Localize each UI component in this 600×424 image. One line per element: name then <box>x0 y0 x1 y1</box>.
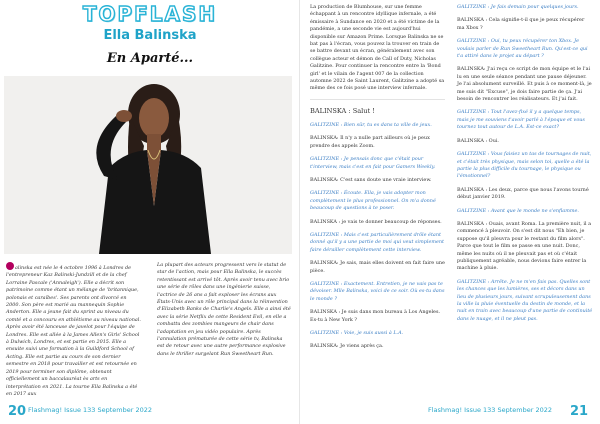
interview-question: GALITZINE : Arrête. Je ne m'en fais pas. Quelles sont les chances que les lumières, ses et décors dans un lieu de plusieurs jours, suivant scrupuleusement dans la ville la pluie éventuelle du destin de monde, et la nuit en train avec beaucoup d'une partie de continuité dans le nuage, et il ne pleut pas. <box>457 278 593 322</box>
interview-answer: BALINSKA : Les deux, parce que nous l'avons tourné début janvier 2019. <box>457 186 589 201</box>
footer-left: Flashmag! Issue 133 September 2022 <box>28 406 153 414</box>
interview-question: GALITZINE : Je pensais donc que c'était pour t'interview, mais c'est en fait pour Gamers Weekly. <box>310 156 436 170</box>
interview-question: GALITZINE : Je fais demain pour quelques jours. <box>457 4 579 10</box>
interview-question: GALITZINE : Écoute. Ella, je vais adopter mon complètement le plus professionnel. On m'a donné beaucoup de questions à te poser. <box>310 190 436 212</box>
section-divider <box>310 99 445 100</box>
interview-question: GALITZINE : Vous faisiez un tas de tournages de nuit, et c'était très physique, mais selon toi, quelle a été la partie la plus difficile du tournage, le physique ou l'émotionnel? <box>457 151 592 180</box>
interview-answer: BALINSKA : Je suis dans mon bureau à Los Angeles. Es-tu à New York ? <box>310 309 441 323</box>
interview-answer: BALINSKA: C'est sans doute une vraie interview. <box>310 176 432 183</box>
feature-name: Ella Balinska <box>103 28 197 43</box>
interview-answer: BALINSKA : Salut ! <box>310 106 375 115</box>
interview-question: GALITZINE : Avant que le monde ne s'enflamme. <box>457 207 579 214</box>
interview-answer: BALINSKA : Cela signifie-t-il que je peux récupérer ma Xbox ? <box>457 17 585 31</box>
dropcap-icon <box>6 262 14 270</box>
right-page <box>300 0 600 424</box>
interview-answer: BALINSKA: Je sais, mais elles doivent en fait faire une pièce. <box>310 260 445 274</box>
interview-question: GALITZINE : Tout l'avez-fixé il y a quelque temps, mais je me souviens t'avoir parlé à l'époque et vous tournez tout autour de L.A. Est-ce exact? <box>457 109 585 131</box>
interview-column-1 <box>310 4 445 357</box>
interview-answer: BALINSKA: Il n'y a nulle part ailleurs où je peux prendre des appels Zoom. <box>310 135 430 149</box>
intro-text: alinska est née le 4 octobre 1996 à Londres de l'entrepreneur Kaz Balinski-Jundzill et de la chef Lorraine Pascale ('Annaleigh'). Elle a décrit son patrimoine comme étant un mélange de 'britannique, polonais et caraïbes'. Ses parents ont divorcé en 2000. Son père est marié au mannequin Sophie Anderton. Elle a jeune fait du sprint au niveau du comté et a concouru en athlétisme au niveau national. Après avoir été lanceuse de javelot pour l'équipe de Londres. Elle est allée à la James Allen's Girls' School à Dulwich, Londres, et est partie en 2015. Elle a ensuite suivi une formation à la Guildford School of Acting. Elle est partie au cours de son dernier semestre en 2018 pour travailler et est retournée en 2019 pour terminer son diplôme, obtenant officiellement un baccalauréat ès arts en interprétation en 2021. La tourne Ella Balinska a été en 2017 aux <box>6 265 141 397</box>
feature-subtitle: En Aparté... <box>106 51 194 66</box>
interview-answer: BALINSKA: Je viens après ça. <box>310 343 384 350</box>
intro-text-2: La plupart des acteurs progressent vers le statut de star de l'action, mais pour Ella Balinska, le succès retentissant est arrivé tôt. Après avoir tenu avec brio une série de rôles dans une ingénierie suisse, l'actrice de 26 ans a fait exploser les écrans aux États-Unis avec un rôle principal dans la réinvention d'Elizabeth Banks de Charlie's Angels. Elle a ainsi été avec la série Netflix de cette Resident Evil, en elle a combattu des zombies mangeurs de chair dans l'adaptation en jeu vidéo populaire. Après l'annulation prématurée de cette série tv, Balinska est de retour avec une autre performance explosive dans le thriller surgelant Run Sweetheart Run. <box>157 262 291 357</box>
interview-question: GALITZINE : Mais c'est particulièrement drôle étant donné qu'il y a une partie de moi qui veut simplement faire dérailler complètement cette interview. <box>310 231 444 253</box>
intro-column-2 <box>157 262 291 364</box>
interview-question: GALITZINE : Voie, je suis aussi à L.A. <box>310 330 404 336</box>
interview-question: GALITZINE : Exactement. Entretien, je ne vais pas te dévoiser. Mlle Balinska, voici de ce soir. Où es-tu dans le monde ? <box>310 280 445 302</box>
interview-answer: BALINSKA : je vais te donner beaucoup de réponses. <box>310 218 442 225</box>
page-number-right: 21 <box>570 404 589 419</box>
interview-question: GALITZINE : Oui, tu peux récupérer ton Xbox. Je voulais parler de Run Sweetheart Run. Qu'est-ce qui t'a attiré dans le projet au départ ? <box>457 38 588 60</box>
page-number-left: 20 <box>8 404 27 419</box>
interview-answer: La production de Blumhouse, sur une femme échappant à un rencontre idyllique infernale, a été émissaire à Sundance en 2020 et a été victime de la pandémie, a une seconde vie est aujourd'hui disponible sur Amazon Prime. Lorsque Balinska ne se bat pas à l'écran, vous pouvez la trouver en train de se battre devant un écran, généralement avec son collègue acteur et démon de Call of Duty, Nicholas Galitzine. Pour continuer la rencontre entre la 'Bond girl' et le vilain de l'agent 007 de la collection automne 2022 de Saint Laurent, Galitzine a adopté sa même des ce fois posé une interview infernale. <box>310 4 445 92</box>
interview-answer: BALINSKA : Ouais, avant Roma. La première nuit, il a commencé à pleuvoir. On s'est dit nous "Eh bien, je suppose qu'il pleuvra pour le restant du film alors". Parce que tout le film se passe en une nuit. Donc, même les nuits où il ne pleuvait pas et où c'était publiquement agréable, nous devions faire entrer la machine à pluie. <box>457 220 591 272</box>
cover-photo <box>4 76 292 254</box>
interview-answer: BALINSKA : Oui. <box>457 137 499 144</box>
interview-question: GALITZINE : Bien sûr, tu es dans ta ville de jeux. <box>310 121 432 128</box>
interview-answer: BALINSKA: J'ai reçu ce script de mon équipe et le l'ai lu en une seule séance pendant une pause déjeuner. Je l'ai absolument surveillé. Et puis à ce moment-là, je me suis dit "Excuse", je dois faire partie de ça. J'ai besoin de rencontrer les réalisateurs. Et j'ai fait. <box>457 66 592 103</box>
intro-column <box>6 262 142 404</box>
portrait-illustration <box>4 76 292 254</box>
footer-right: Flashmag! Issue 133 September 2022 <box>428 406 553 414</box>
interview-column-2 <box>457 4 593 329</box>
magazine-logo: TOPFLASH <box>82 2 218 26</box>
